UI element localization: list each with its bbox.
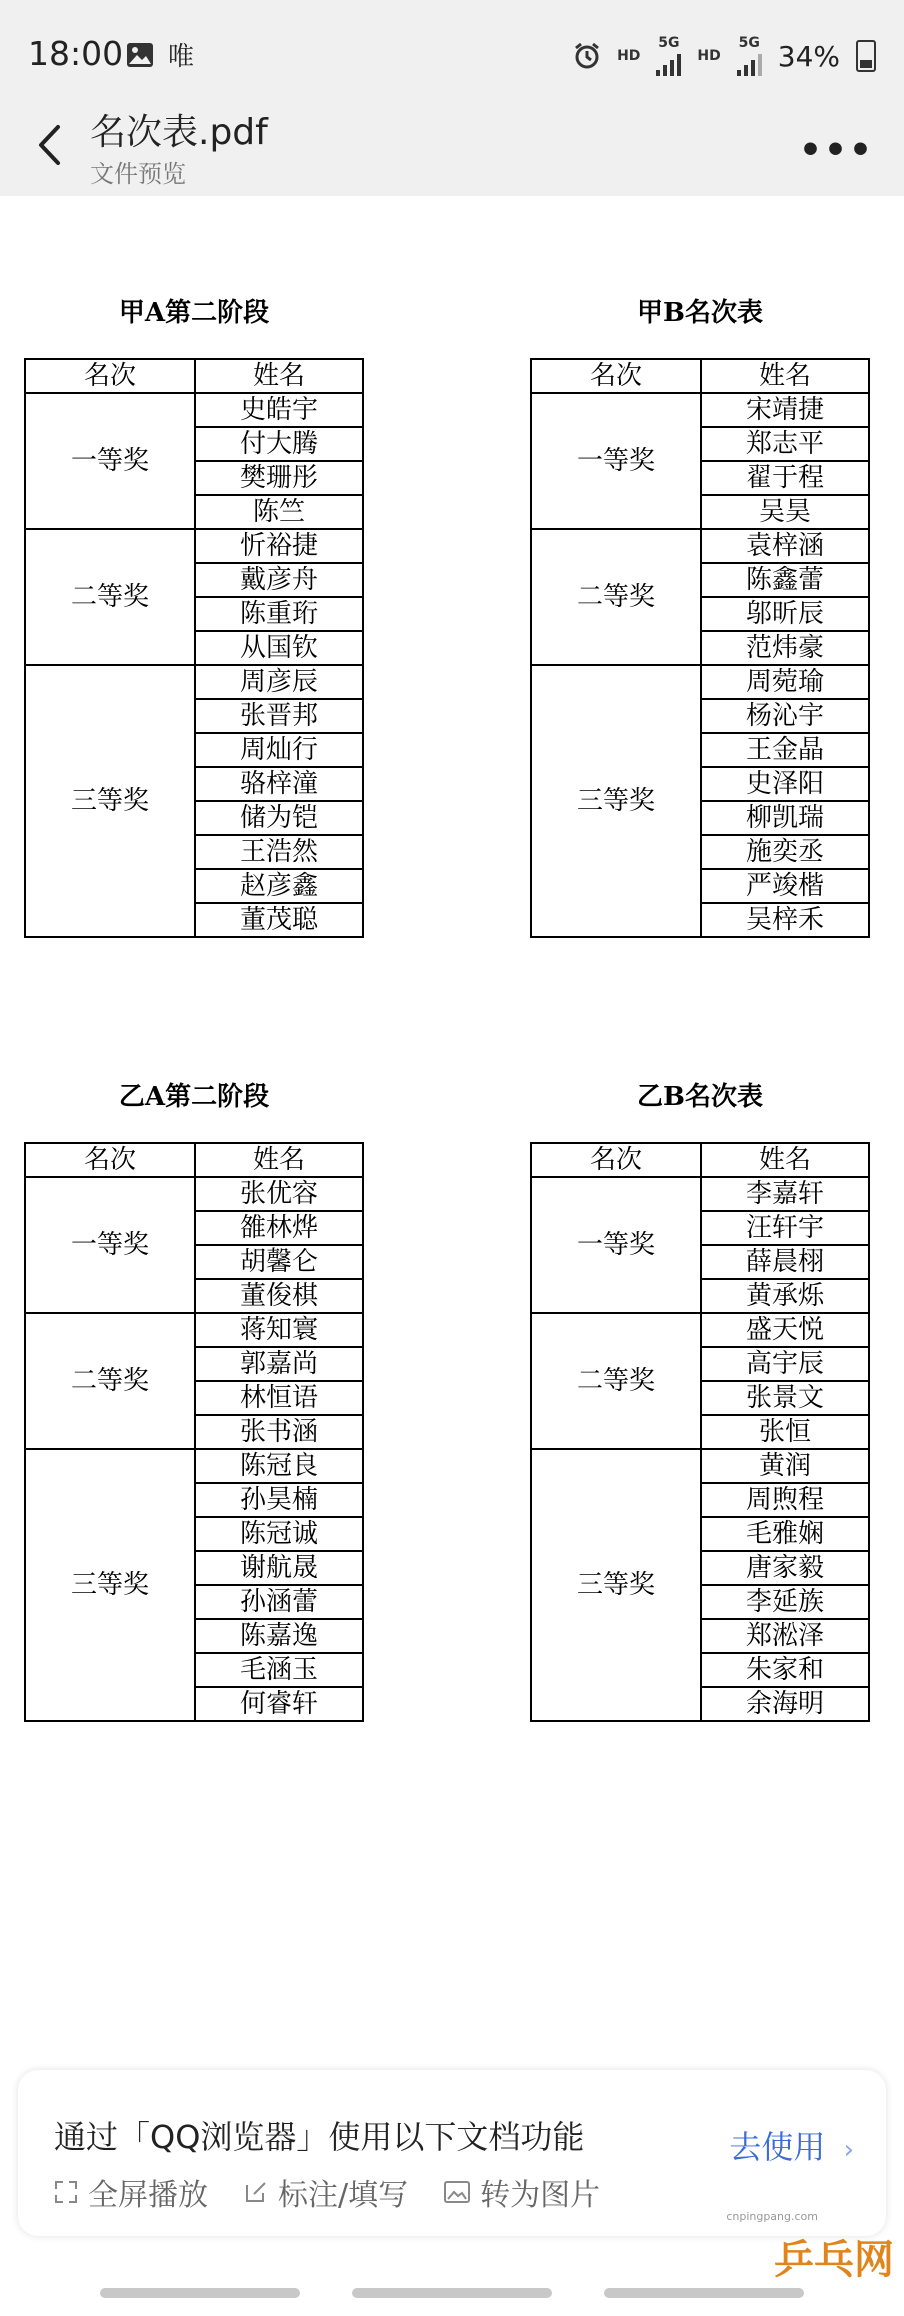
status-time: 18:00 <box>28 34 124 73</box>
winner-name: 林恒语 <box>195 1381 363 1415</box>
winner-name: 胡馨仑 <box>195 1245 363 1279</box>
use-now-label: 去使用 <box>729 2128 826 2166</box>
winner-name: 张书涵 <box>195 1415 363 1449</box>
header-name: 姓名 <box>195 1143 363 1177</box>
winner-name: 陈鑫蕾 <box>701 563 869 597</box>
table-row <box>531 393 869 427</box>
chevron-right-icon: › <box>843 2135 854 2165</box>
battery-percent: 34% <box>777 39 840 73</box>
ranking-table <box>24 358 364 938</box>
winner-name: 孙昊楠 <box>195 1483 363 1517</box>
table-row <box>25 529 363 563</box>
winner-name: 忻裕捷 <box>195 529 363 563</box>
ranking-table <box>530 358 870 938</box>
award-label: 三等奖 <box>531 665 701 937</box>
status-bar <box>0 0 904 104</box>
fullscreen-icon <box>54 2180 78 2204</box>
winner-name: 雒林烨 <box>195 1211 363 1245</box>
header-rank: 名次 <box>25 1143 195 1177</box>
fullscreen-action[interactable] <box>54 2170 208 2214</box>
header-name: 姓名 <box>701 359 869 393</box>
table-row <box>531 1313 869 1347</box>
winner-name: 翟于程 <box>701 461 869 495</box>
winner-name: 戴彦舟 <box>195 563 363 597</box>
top-bar <box>0 104 904 196</box>
winner-name: 储为铠 <box>195 801 363 835</box>
winner-name: 宋靖捷 <box>701 393 869 427</box>
table-row <box>25 665 363 699</box>
fullscreen-label: 全屏播放 <box>88 2178 208 2213</box>
header-rank: 名次 <box>531 359 701 393</box>
winner-name: 何睿轩 <box>195 1687 363 1721</box>
winner-name: 柳凯瑞 <box>701 801 869 835</box>
winner-name: 谢航晟 <box>195 1551 363 1585</box>
award-label: 二等奖 <box>25 1313 195 1449</box>
ranking-table <box>24 1142 364 1722</box>
winner-name: 毛涵玉 <box>195 1653 363 1687</box>
award-label: 二等奖 <box>531 1313 701 1449</box>
winner-name: 余海明 <box>701 1687 869 1721</box>
file-title: 名次表.pdf <box>90 112 268 153</box>
winner-name: 高宇辰 <box>701 1347 869 1381</box>
alarm-icon <box>573 42 601 70</box>
header-name: 姓名 <box>701 1143 869 1177</box>
table-row <box>531 529 869 563</box>
winner-name: 张晋邦 <box>195 699 363 733</box>
table-row <box>25 1177 363 1211</box>
to-image-label: 转为图片 <box>480 2178 601 2213</box>
award-label: 一等奖 <box>531 393 701 529</box>
winner-name: 陈重珩 <box>195 597 363 631</box>
winner-name: 樊珊彤 <box>195 461 363 495</box>
nav-segment <box>352 2288 552 2298</box>
winner-name: 张优容 <box>195 1177 363 1211</box>
award-label: 三等奖 <box>25 1449 195 1721</box>
nav-segment <box>604 2288 804 2298</box>
award-label: 一等奖 <box>25 393 195 529</box>
annotate-action[interactable] <box>244 2170 408 2214</box>
winner-name: 黄承烁 <box>701 1279 869 1313</box>
status-hd-2: HD <box>697 48 721 64</box>
header-rank: 名次 <box>25 359 195 393</box>
winner-name: 周煦程 <box>701 1483 869 1517</box>
edit-icon <box>244 2180 268 2204</box>
file-subtitle: 文件预览 <box>90 160 186 188</box>
chevron-left-icon <box>36 124 62 166</box>
award-label: 二等奖 <box>531 529 701 665</box>
winner-name: 吴昊 <box>701 495 869 529</box>
signal-bars-icon <box>737 50 762 76</box>
status-net-1: 5G <box>658 35 680 51</box>
battery-icon <box>856 40 876 72</box>
banner-text: 通过「QQ浏览器」使用以下文档功能 <box>54 2118 585 2156</box>
winner-name: 朱家和 <box>701 1653 869 1687</box>
header-rank: 名次 <box>531 1143 701 1177</box>
watermark-url: cnpingpang.com <box>726 2210 818 2223</box>
banner-actions <box>54 2170 600 2214</box>
gallery-icon <box>126 42 154 68</box>
back-button[interactable] <box>24 120 74 170</box>
winner-name: 董茂聪 <box>195 903 363 937</box>
winner-name: 袁梓涵 <box>701 529 869 563</box>
award-label: 三等奖 <box>531 1449 701 1721</box>
table-header-row <box>531 359 869 393</box>
signal-1 <box>656 36 681 76</box>
winner-name: 陈竺 <box>195 495 363 529</box>
table-header-row <box>531 1143 869 1177</box>
use-now-button[interactable] <box>729 2122 854 2168</box>
winner-name: 史泽阳 <box>701 767 869 801</box>
winner-name: 陈嘉逸 <box>195 1619 363 1653</box>
signal-bars-icon <box>656 50 681 76</box>
winner-name: 孙涵蕾 <box>195 1585 363 1619</box>
signal-2 <box>737 36 762 76</box>
image-icon <box>444 2181 470 2203</box>
to-image-action[interactable] <box>444 2170 600 2214</box>
winner-name: 王金晶 <box>701 733 869 767</box>
watermark-logo: 乒乓网 <box>774 2237 894 2283</box>
winner-name: 范炜豪 <box>701 631 869 665</box>
table-title: 乙A第二阶段 <box>118 1082 270 1112</box>
winner-name: 唐家毅 <box>701 1551 869 1585</box>
table-header-row <box>25 359 363 393</box>
table-title: 甲A第二阶段 <box>118 298 270 328</box>
winner-name: 郑志平 <box>701 427 869 461</box>
winner-name: 杨沁宇 <box>701 699 869 733</box>
award-label: 三等奖 <box>25 665 195 937</box>
ranking-table <box>530 1142 870 1722</box>
table-row <box>531 665 869 699</box>
status-left-icons <box>126 36 194 73</box>
award-label: 二等奖 <box>25 529 195 665</box>
winner-name: 郭嘉尚 <box>195 1347 363 1381</box>
winner-name: 付大腾 <box>195 427 363 461</box>
nav-bar <box>0 2288 904 2300</box>
winner-name: 陈冠诚 <box>195 1517 363 1551</box>
winner-name: 吴梓禾 <box>701 903 869 937</box>
winner-name: 李嘉轩 <box>701 1177 869 1211</box>
winner-name: 李延族 <box>701 1585 869 1619</box>
winner-name: 汪轩宇 <box>701 1211 869 1245</box>
winner-name: 周彦辰 <box>195 665 363 699</box>
winner-name: 薛晨栩 <box>701 1245 869 1279</box>
table-title: 乙B名次表 <box>637 1082 763 1112</box>
table-row <box>531 1177 869 1211</box>
nav-segment <box>100 2288 300 2298</box>
table-header-row <box>25 1143 363 1177</box>
winner-name: 从国钦 <box>195 631 363 665</box>
winner-name: 张景文 <box>701 1381 869 1415</box>
winner-name: 王浩然 <box>195 835 363 869</box>
winner-name: 严竣楷 <box>701 869 869 903</box>
winner-name: 张恒 <box>701 1415 869 1449</box>
winner-name: 周灿行 <box>195 733 363 767</box>
winner-name: 赵彦鑫 <box>195 869 363 903</box>
winner-name: 史皓宇 <box>195 393 363 427</box>
winner-name: 周菀瑜 <box>701 665 869 699</box>
winner-name: 蒋知寰 <box>195 1313 363 1347</box>
table-row <box>25 1313 363 1347</box>
pdf-document[interactable] <box>0 196 904 2076</box>
award-label: 一等奖 <box>531 1177 701 1313</box>
table-title: 甲B名次表 <box>637 298 763 328</box>
winner-name: 毛雅娴 <box>701 1517 869 1551</box>
award-label: 一等奖 <box>25 1177 195 1313</box>
more-options-button[interactable]: ••• <box>798 130 874 171</box>
winner-name: 郑淞泽 <box>701 1619 869 1653</box>
table-row <box>25 1449 363 1483</box>
status-right <box>573 36 876 76</box>
winner-name: 邬昕辰 <box>701 597 869 631</box>
status-hd-1: HD <box>617 48 641 64</box>
annotate-label: 标注/填写 <box>278 2178 409 2213</box>
winner-name: 施奕丞 <box>701 835 869 869</box>
table-row <box>25 393 363 427</box>
winner-name: 陈冠良 <box>195 1449 363 1483</box>
table-row <box>531 1449 869 1483</box>
winner-name: 黄润 <box>701 1449 869 1483</box>
winner-name: 董俊棋 <box>195 1279 363 1313</box>
status-extra: 唯 <box>168 42 195 72</box>
header-name: 姓名 <box>195 359 363 393</box>
winner-name: 盛天悦 <box>701 1313 869 1347</box>
winner-name: 骆梓潼 <box>195 767 363 801</box>
status-net-2: 5G <box>738 35 760 51</box>
